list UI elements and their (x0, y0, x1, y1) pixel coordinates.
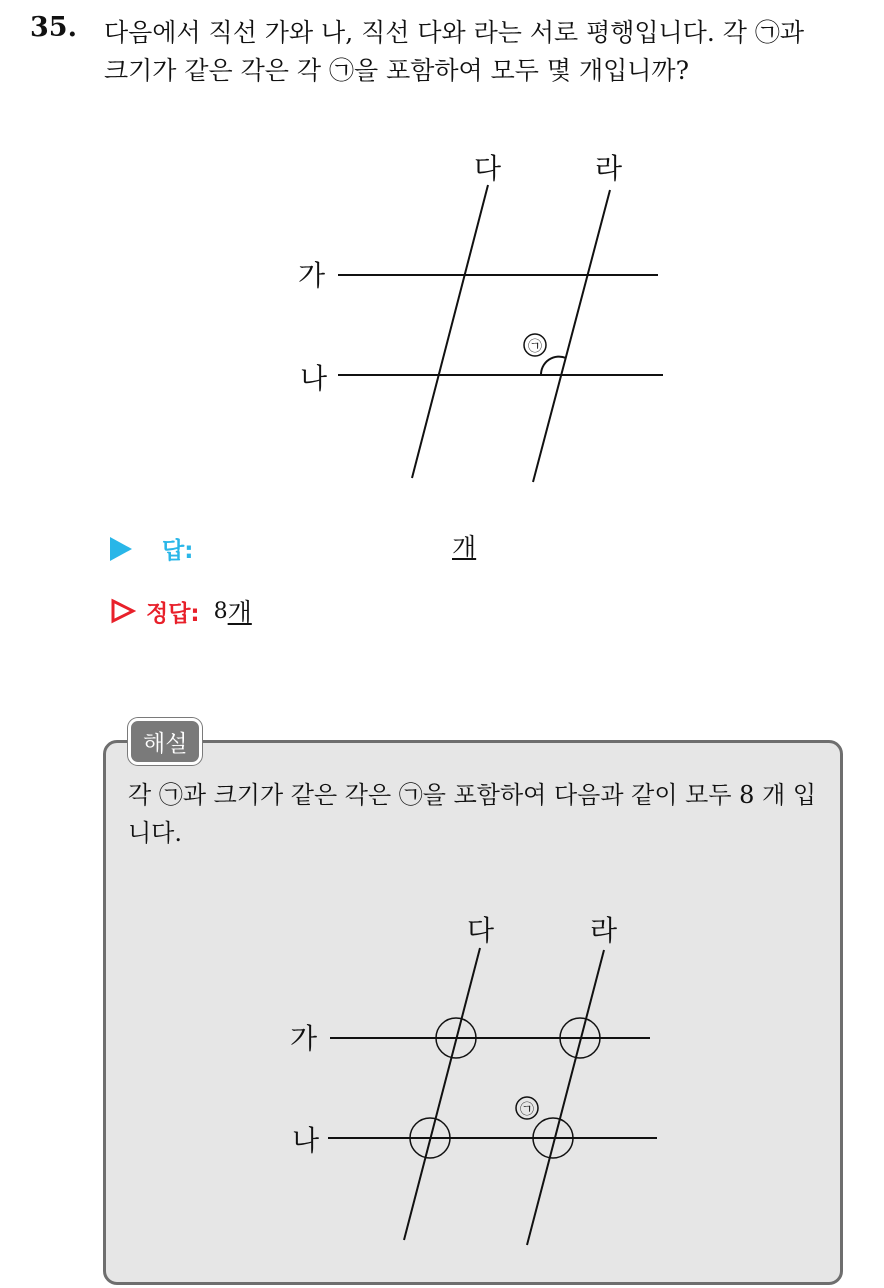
exp-label-da: 다 (467, 914, 495, 947)
label-na: 나 (300, 362, 328, 395)
answer-label: 답: (162, 538, 194, 564)
exp-angle-mark: ㉠ (520, 1102, 534, 1118)
answer-unit: 개 (452, 533, 477, 562)
label-da: 다 (474, 152, 502, 185)
exp-label-ra: 라 (590, 914, 618, 947)
label-ra: 라 (595, 152, 623, 185)
explanation-text: 각 ㉠과 크기가 같은 각은 ㉠을 포함하여 다음과 같이 모두 8 개 입니다. (128, 781, 817, 847)
angle-mark: ㉠ (528, 339, 542, 355)
correct-label: 정답: (146, 600, 200, 627)
correct-value: 8 (213, 598, 228, 624)
question-line-2: 크기가 같은 각은 각 ㉠을 포함하여 모두 몇 개입니까? (104, 56, 689, 85)
label-ga: 가 (298, 259, 326, 292)
exp-label-na: 나 (292, 1124, 320, 1157)
correct-unit: 개 (227, 598, 252, 627)
exp-line-da (404, 948, 480, 1240)
exp-label-ga: 가 (290, 1022, 318, 1055)
question-line-1: 다음에서 직선 가와 나, 직선 다와 라는 서로 평행입니다. 각 ㉠과 (104, 18, 804, 47)
question-number: 35. (30, 12, 77, 43)
exp-line-ra (527, 950, 604, 1245)
explanation-tag: 해설 (128, 718, 202, 765)
